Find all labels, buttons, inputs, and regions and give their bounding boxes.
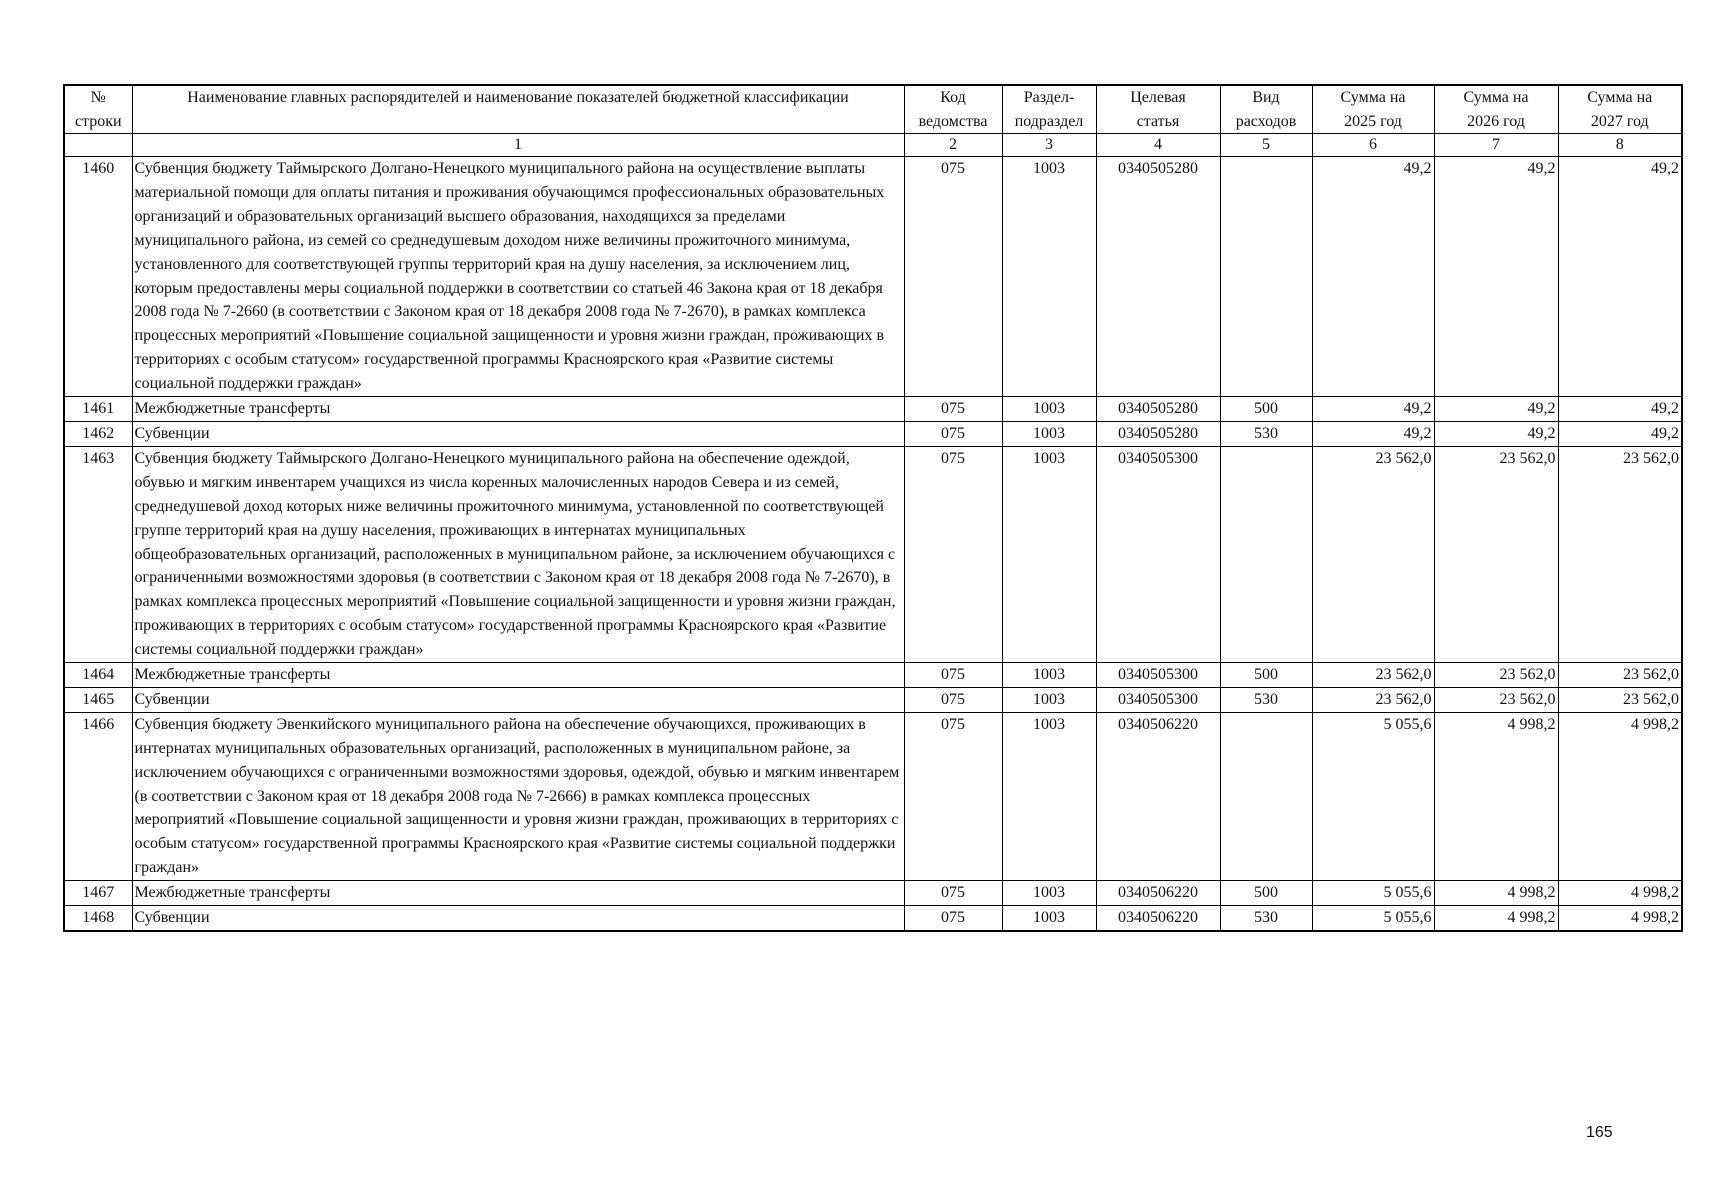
row-department-code: 075: [904, 421, 1002, 446]
row-department-code: 075: [904, 906, 1002, 931]
row-sum-2027: 23 562,0: [1558, 446, 1682, 662]
row-department-code: 075: [904, 663, 1002, 688]
row-name: Межбюджетные трансферты: [132, 881, 904, 906]
row-number: 1464: [64, 663, 132, 688]
table-row: [64, 446, 1682, 662]
row-sum-2025: 5 055,6: [1312, 881, 1434, 906]
row-name: Субвенция бюджету Таймырского Долгано-Ненецкого муниципального района на осуществление выплаты материальной помощи для оплаты питания и проживания обучающимся профессиональных образовательных организаций и образовательных организаций высшего образования, находящихся за пределами муниципального района, из семей со среднедушевым доходом ниже величины прожиточного минимума, установленного для соответствующей группы территорий края на душу населения, за исключением лиц, которым предоставлены меры социальной поддержки в соответствии со статьей 46 Закона края от 18 декабря 2008 года № 7-2660 (в соответствии с Законом края от 18 декабря 2008 года № 7-2670), в рамках комплекса процессных мероприятий «Повышение социальной защищенности и уровня жизни граждан, проживающих в территориях с особым статусом» государственной программы Красноярского края «Развитие системы социальной поддержки граждан»: [132, 157, 904, 397]
row-department-code: 075: [904, 687, 1002, 712]
table-row: [64, 157, 1682, 397]
row-sum-2026: 49,2: [1434, 157, 1558, 397]
row-target-article: 0340505280: [1096, 157, 1220, 397]
row-sum-2027: 23 562,0: [1558, 687, 1682, 712]
row-sum-2027: 49,2: [1558, 397, 1682, 422]
header-expense-kind: Вид расходов: [1220, 85, 1312, 134]
row-department-code: 075: [904, 397, 1002, 422]
page-number: 165: [1586, 1124, 1613, 1141]
row-sum-2027: 49,2: [1558, 157, 1682, 397]
row-sum-2025: 49,2: [1312, 421, 1434, 446]
row-sum-2026: 4 998,2: [1434, 712, 1558, 880]
column-number: [64, 134, 132, 157]
column-number: 7: [1434, 134, 1558, 157]
table-row: [64, 397, 1682, 422]
row-section: 1003: [1002, 906, 1096, 931]
header-section: Раздел- подраздел: [1002, 85, 1096, 134]
row-name: Межбюджетные трансферты: [132, 663, 904, 688]
row-target-article: 0340506220: [1096, 881, 1220, 906]
row-target-article: 0340505300: [1096, 687, 1220, 712]
row-sum-2027: 23 562,0: [1558, 663, 1682, 688]
row-target-article: 0340505300: [1096, 446, 1220, 662]
row-number: 1468: [64, 906, 132, 931]
row-sum-2025: 23 562,0: [1312, 687, 1434, 712]
row-department-code: 075: [904, 712, 1002, 880]
row-section: 1003: [1002, 881, 1096, 906]
budget-table: [63, 84, 1683, 932]
table-row: [64, 906, 1682, 931]
row-sum-2026: 23 562,0: [1434, 663, 1558, 688]
column-number: 3: [1002, 134, 1096, 157]
row-expense-kind: 530: [1220, 687, 1312, 712]
row-department-code: 075: [904, 446, 1002, 662]
row-target-article: 0340505280: [1096, 397, 1220, 422]
header-department-code: Код ведомства: [904, 85, 1002, 134]
header-sum-2025: Сумма на 2025 год: [1312, 85, 1434, 134]
row-sum-2027: 4 998,2: [1558, 906, 1682, 931]
row-sum-2026: 23 562,0: [1434, 687, 1558, 712]
row-sum-2027: 49,2: [1558, 421, 1682, 446]
header-row-number: № строки: [64, 85, 132, 134]
row-sum-2026: 49,2: [1434, 397, 1558, 422]
row-expense-kind: 500: [1220, 663, 1312, 688]
table-header: [64, 85, 1682, 157]
header-name: Наименование главных распорядителей и наименование показателей бюджетной классификации: [132, 85, 904, 134]
row-sum-2026: 4 998,2: [1434, 881, 1558, 906]
column-number: 8: [1558, 134, 1682, 157]
row-number: 1465: [64, 687, 132, 712]
header-sum-2026: Сумма на 2026 год: [1434, 85, 1558, 134]
column-number: 1: [132, 134, 904, 157]
row-name: Субвенция бюджету Таймырского Долгано-Ненецкого муниципального района на обеспечение одеждой, обувью и мягким инвентарем учащихся из числа коренных малочисленных народов Севера и из семей, среднедушевой доход которых ниже величины прожиточного минимума, установленной по соответствующей группе территорий края на душу населения, проживающих в интернатах муниципальных общеобразовательных организаций, расположенных в муниципальном районе, за исключением обучающихся с ограниченными возможностями здоровья (в соответствии с Законом края от 18 декабря 2008 года № 7-2670), в рамках комплекса процессных мероприятий «Повышение социальной защищенности и уровня жизни граждан, проживающих в территориях с особым статусом» государственной программы Красноярского края «Развитие системы социальной поддержки граждан»: [132, 446, 904, 662]
row-section: 1003: [1002, 687, 1096, 712]
row-number: 1466: [64, 712, 132, 880]
row-target-article: 0340505300: [1096, 663, 1220, 688]
row-section: 1003: [1002, 421, 1096, 446]
row-sum-2025: 23 562,0: [1312, 446, 1434, 662]
row-sum-2025: 23 562,0: [1312, 663, 1434, 688]
row-number: 1467: [64, 881, 132, 906]
column-number: 4: [1096, 134, 1220, 157]
row-sum-2025: 49,2: [1312, 397, 1434, 422]
table-row: [64, 421, 1682, 446]
table-row: [64, 663, 1682, 688]
row-expense-kind: 530: [1220, 906, 1312, 931]
row-target-article: 0340505280: [1096, 421, 1220, 446]
table-body: [64, 157, 1682, 932]
row-expense-kind: [1220, 446, 1312, 662]
row-expense-kind: 500: [1220, 881, 1312, 906]
row-section: 1003: [1002, 397, 1096, 422]
row-target-article: 0340506220: [1096, 906, 1220, 931]
row-sum-2026: 23 562,0: [1434, 446, 1558, 662]
table-row: [64, 712, 1682, 880]
row-target-article: 0340506220: [1096, 712, 1220, 880]
row-department-code: 075: [904, 157, 1002, 397]
row-sum-2025: 49,2: [1312, 157, 1434, 397]
row-name: Субвенции: [132, 421, 904, 446]
row-number: 1462: [64, 421, 132, 446]
column-number-row: [64, 134, 1682, 157]
row-sum-2026: 4 998,2: [1434, 906, 1558, 931]
row-expense-kind: 500: [1220, 397, 1312, 422]
row-department-code: 075: [904, 881, 1002, 906]
column-number: 2: [904, 134, 1002, 157]
row-name: Субвенции: [132, 906, 904, 931]
row-section: 1003: [1002, 663, 1096, 688]
header-sum-2027: Сумма на 2027 год: [1558, 85, 1682, 134]
row-sum-2025: 5 055,6: [1312, 906, 1434, 931]
row-expense-kind: [1220, 712, 1312, 880]
header-target-article: Целевая статья: [1096, 85, 1220, 134]
row-sum-2026: 49,2: [1434, 421, 1558, 446]
table-row: [64, 687, 1682, 712]
row-name: Межбюджетные трансферты: [132, 397, 904, 422]
row-sum-2027: 4 998,2: [1558, 881, 1682, 906]
row-section: 1003: [1002, 157, 1096, 397]
row-name: Субвенция бюджету Эвенкийского муниципального района на обеспечение обучающихся, проживающих в интернатах муниципальных образовательных организаций, расположенных в муниципальном районе, за исключением обучающихся с ограниченными возможностями здоровья, одеждой, обувью и мягким инвентарем (в соответствии с Законом края от 18 декабря 2008 года № 7-2666) в рамках комплекса процессных мероприятий «Повышение социальной защищенности и уровня жизни граждан, проживающих в территориях с особым статусом» государственной программы Красноярского края «Развитие системы социальной поддержки граждан»: [132, 712, 904, 880]
row-number: 1460: [64, 157, 132, 397]
column-number: 6: [1312, 134, 1434, 157]
row-sum-2027: 4 998,2: [1558, 712, 1682, 880]
row-name: Субвенции: [132, 687, 904, 712]
row-expense-kind: 530: [1220, 421, 1312, 446]
table-row: [64, 881, 1682, 906]
row-expense-kind: [1220, 157, 1312, 397]
row-number: 1461: [64, 397, 132, 422]
row-section: 1003: [1002, 712, 1096, 880]
row-number: 1463: [64, 446, 132, 662]
row-section: 1003: [1002, 446, 1096, 662]
row-sum-2025: 5 055,6: [1312, 712, 1434, 880]
column-number: 5: [1220, 134, 1312, 157]
